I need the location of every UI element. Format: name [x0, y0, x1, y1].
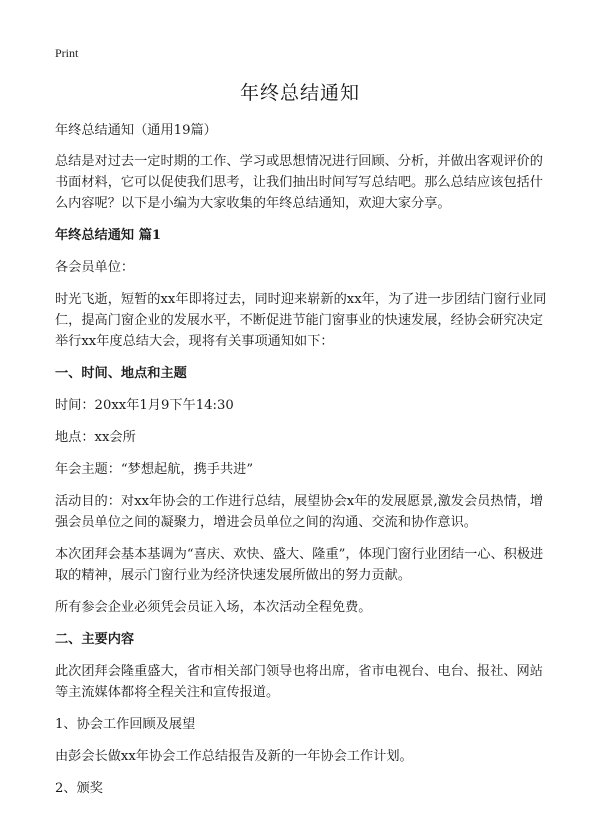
document-subtitle: 年终总结通知（通用19篇） — [55, 123, 217, 138]
theme-line: 年会主题：“梦想起航，携手共进” — [55, 462, 254, 477]
media-paragraph: 此次团拜会隆重盛大，省市相关部门领导也将出席，省市电视台、电台、报社、网站等主流媒体都将全程关注和宣传报道。 — [55, 664, 543, 700]
opening-paragraph: 时光飞逝，短暂的xx年即将过去，同时迎来崭新的xx年，为了进一步团结门窗行业同仁，提高门窗企业的发展水平，不断促进节能门窗事业的快速发展，经协会研究决定举行xx年度总结大会，现将有关事项通知如下： — [55, 292, 547, 349]
tone-paragraph: 本次团拜会基本基调为“喜庆、欢快、盛大、隆重”，体现门窗行业团结一心、积极进取的精神，展示门窗行业为经济快速发展所做出的努力贡献。 — [55, 547, 544, 583]
print-link[interactable]: Print — [55, 46, 79, 60]
intro-paragraph: 总结是对过去一定时期的工作、学习或思想情况进行回顾、分析，并做出客观评价的书面材料，它可以促使我们思考，让我们抽出时间写写总结吧。那么总结应该包括什么内容呢？以下是小编为大家收集的年终总结通知，欢迎大家分享。 — [55, 154, 543, 211]
review-detail: 由彭会长做xx年协会工作总结报告及新的一年协会工作计划。 — [55, 749, 413, 764]
location-line: 地点：xx会所 — [55, 430, 136, 445]
section-heading: 年终总结通知 篇1 — [55, 228, 162, 243]
time-line: 时间：20xx年1月9下午14:30 — [55, 398, 234, 413]
admission-paragraph: 所有参会企业必须凭会员证入场，本次活动全程免费。 — [55, 600, 372, 615]
list-item-awards: 2、颁奖 — [55, 781, 103, 796]
heading-time-place-theme: 一、时间、地点和主题 — [55, 366, 187, 381]
purpose-paragraph: 活动目的：对xx年协会的工作进行总结，展望协会x年的发展愿景,激发会员热情，增强会员单位之间的凝聚力，增进会员单位之间的沟通、交流和协作意识。 — [55, 494, 544, 530]
heading-main-content: 二、主要内容 — [55, 632, 135, 647]
list-item-review: 1、协会工作回顾及展望 — [55, 717, 196, 732]
document-body — [55, 120, 555, 810]
page-title: 年终总结通知 — [239, 82, 360, 104]
salutation: 各会员单位： — [55, 260, 135, 275]
